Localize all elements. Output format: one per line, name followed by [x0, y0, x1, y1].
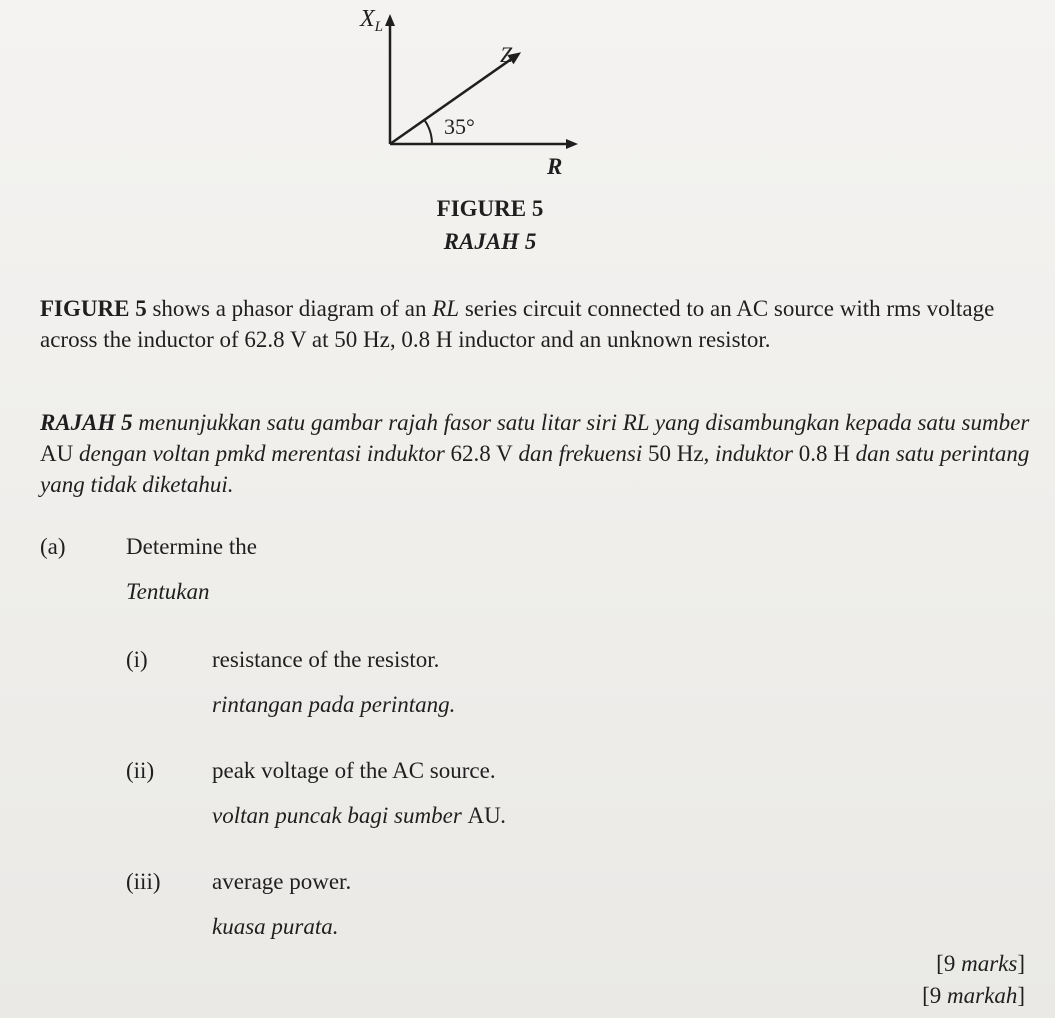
text-part: .: [500, 803, 507, 828]
r-axis-label: R: [547, 154, 563, 179]
phasor-diagram: [340, 0, 620, 190]
sub-question-ii-label: (ii): [126, 758, 155, 783]
part-a-text: Determine the: [126, 534, 257, 559]
sub-question-iii-text: average power.: [212, 869, 352, 894]
para-text: dan satu perintang yang tidak diketahui.: [40, 441, 1030, 497]
sub-question-i-label: (i): [126, 647, 148, 672]
angle-arc: [424, 120, 432, 144]
figure-caption-malay: RAJAH 5: [443, 229, 537, 254]
source-type: AU: [467, 803, 501, 828]
para-text: menunjukkan satu gambar rajah fasor satu litar siri: [132, 410, 623, 435]
circuit-type: RL: [432, 296, 460, 321]
value: 0.8 H: [798, 441, 850, 466]
para-text: series circuit connected to an AC source with rms voltage across the inductor of 62.8 V at 50 Hz, 0.8 H inductor and an unknown resistor.: [40, 296, 995, 352]
sub-question-ii-text: peak voltage of the AC source.: [212, 758, 496, 783]
sub-question-ii-text-malay: [212, 802, 507, 830]
figure-reference: RAJAH 5: [40, 410, 133, 435]
part-a-label: (a): [40, 534, 66, 559]
marks-english: [9 marks]: [936, 951, 1025, 976]
sub-question-iii-label: (iii): [126, 869, 161, 894]
r-axis-arrowhead: [566, 139, 578, 149]
para-text: yang disambungkan kepada satu sumber: [649, 410, 1030, 435]
part-a-text-malay: Tentukan: [126, 579, 210, 604]
xl-axis-label: $X_L$: [360, 6, 384, 35]
circuit-type: RL: [622, 410, 650, 435]
figure-reference: FIGURE 5: [40, 296, 147, 321]
value: 50 Hz: [647, 441, 704, 466]
marks-malay: [9 markah]: [922, 983, 1025, 1008]
question-paragraph-malay: [40, 407, 1030, 500]
question-paragraph-english: [40, 293, 1030, 355]
xl-axis-arrowhead: [385, 14, 395, 26]
sub-question-i-text-malay: rintangan pada perintang.: [212, 692, 456, 717]
para-text: shows a phasor diagram of an: [146, 296, 433, 321]
para-text: dengan voltan pmkd merentasi induktor: [73, 441, 451, 466]
sub-question-iii-text-malay: kuasa purata.: [212, 914, 339, 939]
figure-caption: FIGURE 5: [436, 196, 544, 221]
para-text: dan frekuensi: [512, 441, 648, 466]
angle-label: 35°: [444, 114, 475, 139]
para-text: , induktor: [703, 441, 799, 466]
source-type: AU: [40, 441, 74, 466]
z-label: Z: [500, 42, 513, 67]
value: 62.8 V: [450, 441, 513, 466]
sub-question-i-text: resistance of the resistor.: [212, 647, 440, 672]
text-part: voltan puncak bagi sumber: [212, 803, 468, 828]
